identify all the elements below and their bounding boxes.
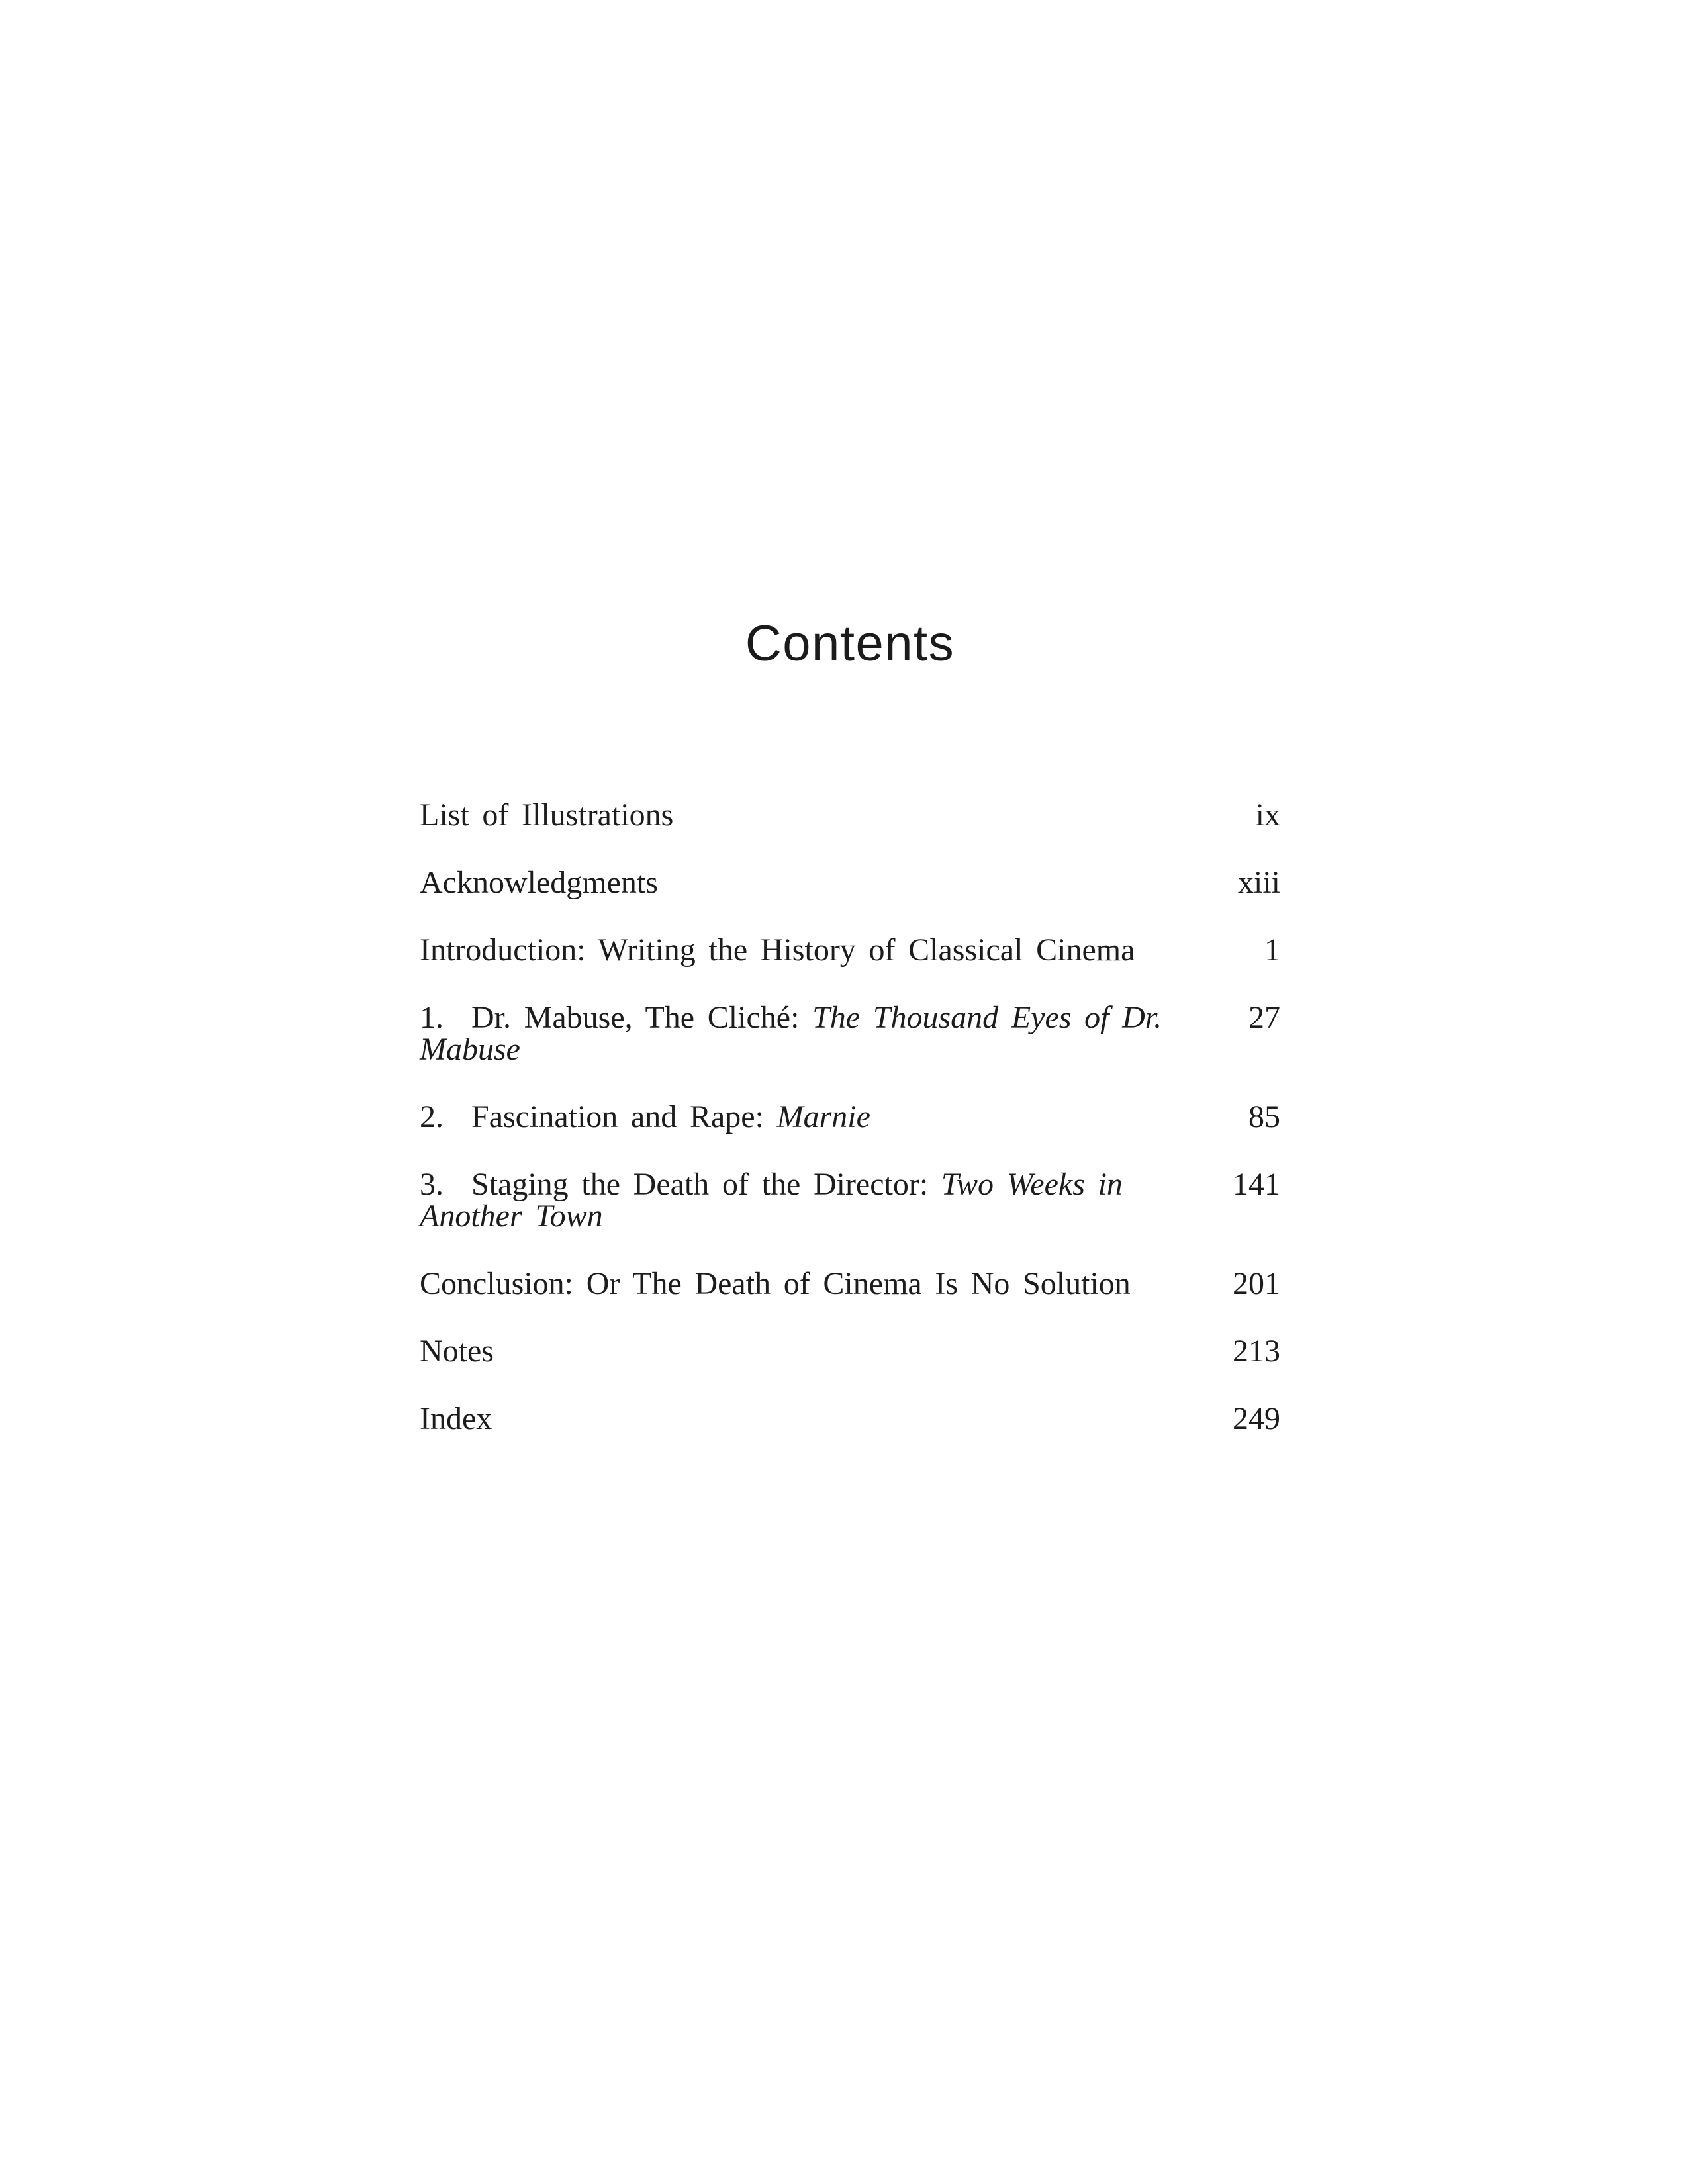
toc-entry <box>420 934 1181 966</box>
toc-entry <box>420 1002 1181 1066</box>
entry-label: Acknowledgments <box>420 865 658 900</box>
page-number: 27 <box>1248 1000 1280 1035</box>
entry-title-italic: The Thousand Eyes of Dr. Mabuse <box>420 1000 1162 1067</box>
toc-row <box>420 1403 1280 1435</box>
toc-row <box>420 1002 1280 1066</box>
toc-entry <box>420 1169 1181 1232</box>
page-number: 85 <box>1248 1099 1280 1134</box>
toc-row <box>420 867 1280 899</box>
chapter-number: 2. <box>420 1099 444 1134</box>
entry-title-italic: Marnie <box>776 1099 870 1134</box>
page-number: 141 <box>1233 1167 1280 1202</box>
entry-label: Introduction: Writing the History of Classical Cinema <box>420 933 1135 968</box>
entry-label: Conclusion: Or The Death of Cinema Is No Solution <box>420 1266 1131 1301</box>
toc-entry <box>420 1101 1181 1133</box>
page-number: 249 <box>1233 1401 1280 1436</box>
entry-label: Dr. Mabuse, The Cliché: <box>471 1000 813 1035</box>
toc-entry <box>420 867 1181 899</box>
entry-label: Staging the Death of the Director: <box>471 1167 941 1202</box>
toc-entry <box>420 1403 1181 1435</box>
page-number: 213 <box>1233 1334 1280 1369</box>
toc-row <box>420 1268 1280 1300</box>
chapter-number: 3. <box>420 1167 444 1202</box>
entry-label: Fascination and Rape: <box>471 1099 777 1134</box>
page-number: 1 <box>1264 933 1280 968</box>
chapter-number: 1. <box>420 1000 444 1035</box>
toc-row <box>420 1169 1280 1232</box>
entry-label: Notes <box>420 1334 494 1369</box>
toc-row <box>420 799 1280 831</box>
entry-title-italic: Two Weeks in Another Town <box>420 1167 1123 1234</box>
toc-entry <box>420 1268 1181 1300</box>
toc-row <box>420 1101 1280 1133</box>
entry-label: List of Illustrations <box>420 797 674 833</box>
entry-label: Index <box>420 1401 492 1436</box>
toc-entry <box>420 799 1181 831</box>
toc-row <box>420 1336 1280 1367</box>
toc-row <box>420 934 1280 966</box>
toc-list <box>420 799 1280 1435</box>
page-title: Contents <box>745 615 955 672</box>
page-number: 201 <box>1233 1266 1280 1301</box>
page-number: xiii <box>1237 865 1280 900</box>
page-number: ix <box>1255 797 1280 833</box>
toc-entry <box>420 1336 1181 1367</box>
